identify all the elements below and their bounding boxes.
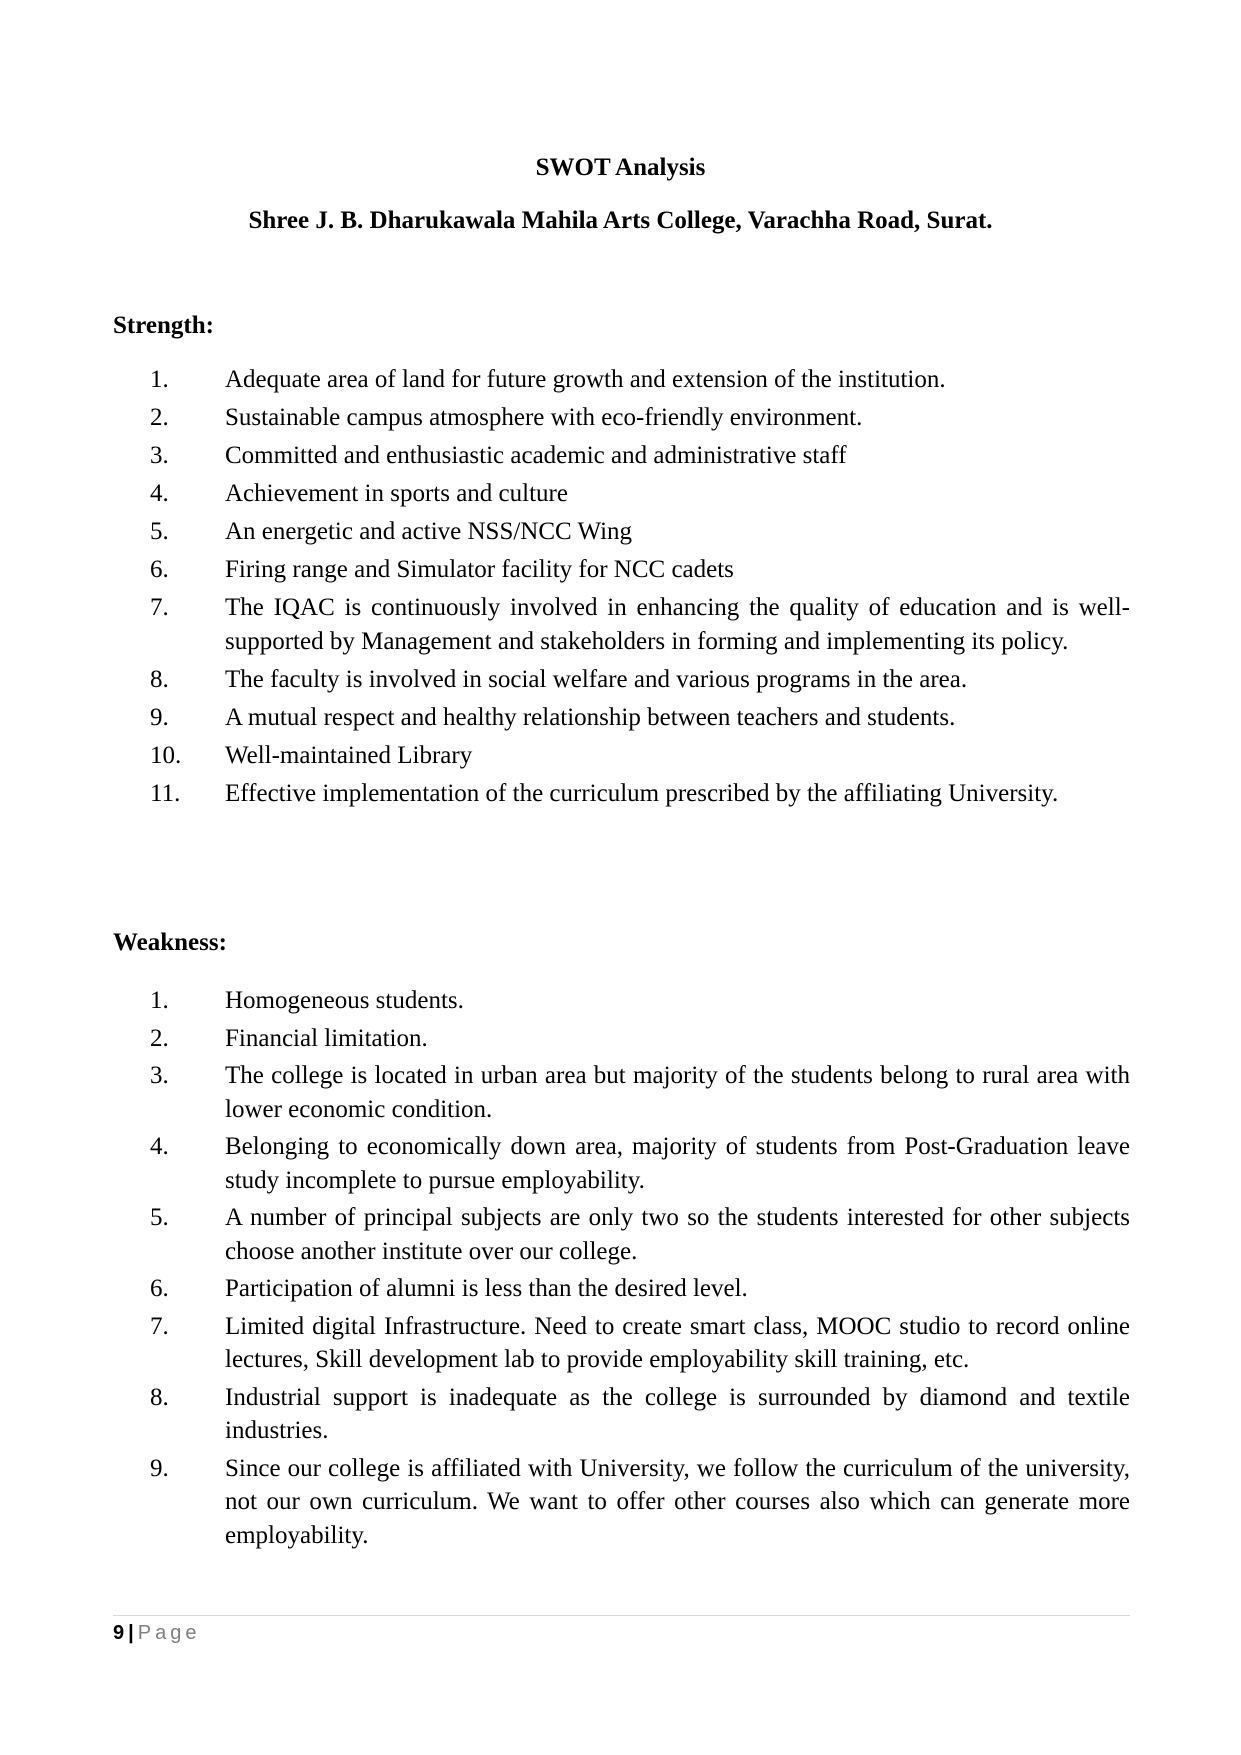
strength-item <box>0 739 1130 773</box>
strength-item <box>0 515 1130 549</box>
item-number: 8. <box>150 1383 169 1411</box>
item-text: Achievement in sports and culture <box>225 480 568 507</box>
page-label: Page <box>137 1622 201 1644</box>
item-text: Belonging to economically down area, majority of students from Post-Graduation leave study incomplete to pursue employability. <box>225 1133 1130 1194</box>
strength-item <box>0 777 1130 811</box>
item-text: The IQAC is continuously involved in enhancing the quality of education and is well-supported by Management and stakeholders in forming and implementing its policy. <box>225 594 1130 655</box>
item-text: Since our college is affiliated with University, we follow the curriculum of the university, not our own curriculum. We want to offer other courses also which can generate more employability. <box>225 1454 1130 1549</box>
item-text: Participation of alumni is less than the desired level. <box>225 1275 748 1302</box>
strength-item <box>0 363 1130 397</box>
document-subtitle: Shree J. B. Dharukawala Mahila Arts College, Varachha Road, Surat. <box>248 207 993 234</box>
strength-item <box>0 477 1130 511</box>
item-number: 6. <box>150 1275 169 1302</box>
item-text: Homogeneous students. <box>225 987 464 1014</box>
weakness-item <box>0 1201 1130 1268</box>
item-number: 7. <box>150 594 169 621</box>
weakness-item <box>0 1130 1130 1197</box>
item-text: Limited digital Infrastructure. Need to create smart class, MOOC studio to record online lectures, Skill development lab to provide employability skill training, etc. <box>225 1312 1130 1373</box>
item-number: 9. <box>150 1454 169 1482</box>
page-footer <box>113 1621 200 1645</box>
strength-item <box>0 401 1130 435</box>
item-number: 2. <box>150 1024 169 1052</box>
strength-item <box>0 701 1130 735</box>
item-number: 2. <box>150 404 169 431</box>
weakness-item <box>0 1452 1130 1553</box>
strength-heading: Strength: <box>113 312 214 339</box>
item-number: 1. <box>150 987 169 1014</box>
item-number: 3. <box>150 442 169 469</box>
strength-item <box>0 591 1130 658</box>
item-text: The college is located in urban area but majority of the students belong to rural area with lower economic condition. <box>225 1062 1130 1123</box>
weakness-item <box>0 984 1130 1018</box>
item-number: 8. <box>150 665 169 693</box>
weakness-item <box>0 1272 1130 1306</box>
item-number: 11. <box>150 779 181 807</box>
item-text: Firing range and Simulator facility for NCC cadets <box>225 556 734 583</box>
item-number: 4. <box>150 1133 169 1160</box>
weakness-item <box>0 1059 1130 1126</box>
item-text: Well-maintained Library <box>225 741 473 769</box>
item-number: 7. <box>150 1312 169 1340</box>
weakness-item <box>0 1381 1130 1448</box>
item-text: Industrial support is inadequate as the college is surrounded by diamond and textile industries. <box>225 1383 1130 1444</box>
item-text: Financial limitation. <box>225 1024 428 1052</box>
footer-divider <box>113 1615 1130 1616</box>
weakness-item <box>0 1310 1130 1377</box>
item-text: A number of principal subjects are only two so the students interested for other subjects choose another institute over our college. <box>225 1204 1130 1265</box>
strength-item <box>0 663 1130 697</box>
item-text: Adequate area of land for future growth and extension of the institution. <box>225 366 946 393</box>
page-number: 9 <box>113 1622 125 1644</box>
item-text: Committed and enthusiastic academic and administrative staff <box>225 442 847 469</box>
item-text: A mutual respect and healthy relationship between teachers and students. <box>225 703 956 731</box>
item-number: 9. <box>150 703 169 731</box>
item-number: 3. <box>150 1062 169 1089</box>
item-number: 1. <box>150 366 169 393</box>
weakness-list <box>0 984 1241 1556</box>
strength-list <box>0 363 1241 815</box>
item-number: 5. <box>150 518 169 545</box>
weakness-heading: Weakness: <box>113 929 227 956</box>
item-number: 5. <box>150 1204 169 1231</box>
footer-separator: | <box>128 1622 134 1644</box>
document-title: SWOT Analysis <box>535 154 706 181</box>
item-text: Sustainable campus atmosphere with eco-friendly environment. <box>225 404 863 431</box>
strength-item <box>0 553 1130 587</box>
item-text: An energetic and active NSS/NCC Wing <box>225 518 633 545</box>
item-text: Effective implementation of the curriculum prescribed by the affiliating University. <box>225 779 1059 807</box>
item-number: 10. <box>150 741 182 769</box>
item-number: 6. <box>150 556 169 583</box>
strength-item <box>0 439 1130 473</box>
weakness-item <box>0 1022 1130 1056</box>
item-text: The faculty is involved in social welfare and various programs in the area. <box>225 665 968 693</box>
item-number: 4. <box>150 480 169 507</box>
